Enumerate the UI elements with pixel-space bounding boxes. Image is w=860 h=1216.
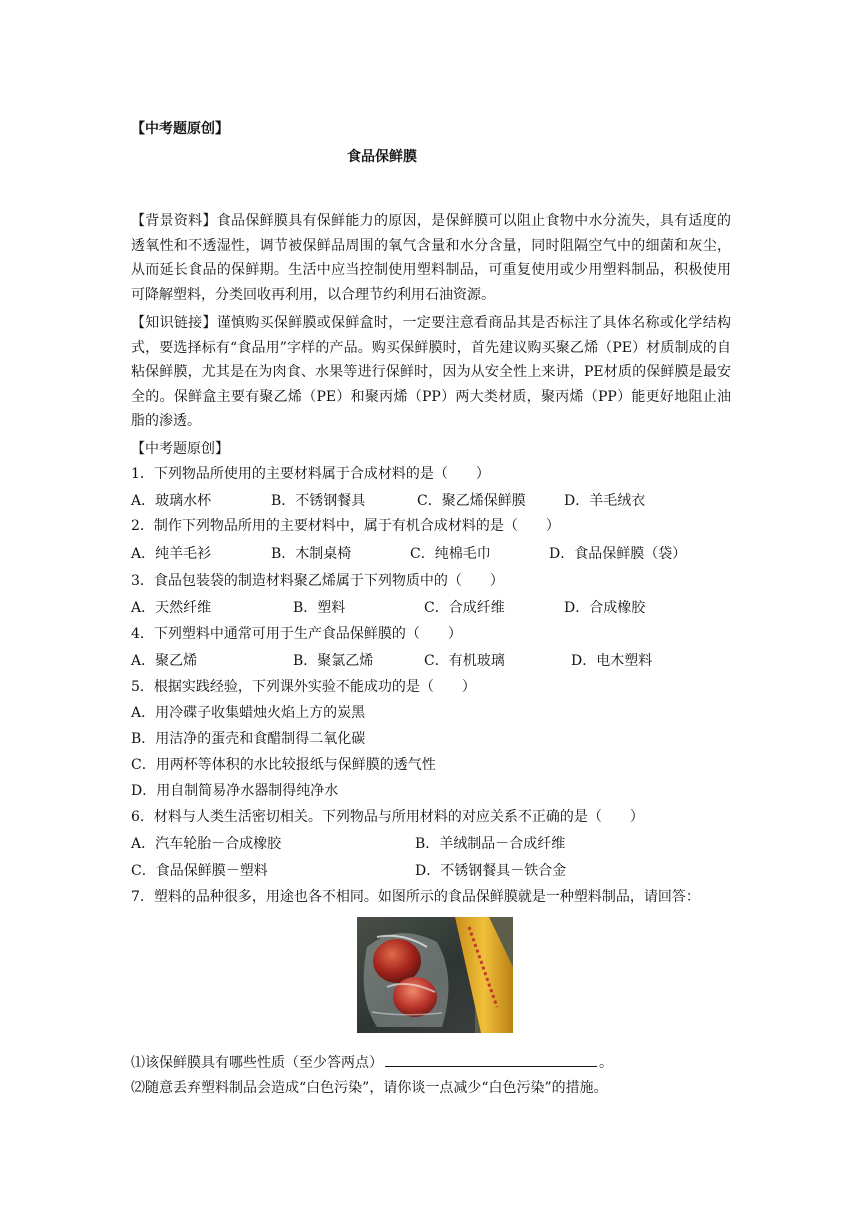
question-2-option-b: B．木制桌椅 xyxy=(271,546,352,562)
question-3-option-a: A．天然纤维 xyxy=(131,600,212,616)
question-5-option-d: D．用自制简易净水器制得纯净水 xyxy=(131,783,339,799)
question-3-option-d: D．合成橡胶 xyxy=(564,600,646,616)
question-6-option-a: A．汽车轮胎－合成橡胶 xyxy=(131,836,282,852)
answer-blank[interactable] xyxy=(385,1052,597,1067)
section-heading: 【中考题原创】 xyxy=(131,441,229,457)
question-1-option-a: A．玻璃水杯 xyxy=(131,493,212,509)
question-1-option-c: C．聚乙烯保鲜膜 xyxy=(417,493,526,509)
question-4-stem: 4．下列塑料中通常可用于生产食品保鲜膜的（ ） xyxy=(131,626,462,642)
question-2-option-c: C．纯棉毛巾 xyxy=(410,546,491,562)
question-7-sub-2: ⑵随意丢弃塑料制品会造成“白色污染”，请你谈一点减少“白色污染”的措施。 xyxy=(131,1080,608,1096)
question-2-stem: 2．制作下列物品所用的主要材料中，属于有机合成材料的是（ ） xyxy=(131,518,560,534)
question-2-option-d: D．食品保鲜膜（袋） xyxy=(549,546,687,562)
question-7-sub-1 xyxy=(131,1052,613,1072)
question-6-option-b: B．羊绒制品－合成纤维 xyxy=(415,836,566,852)
background-paragraph: 【背景资料】食品保鲜膜具有保鲜能力的原因，是保鲜膜可以阻止食物中水分流失，具有适度的透氧性和不透湿性，调节被保鲜品周围的氧气含量和水分含量，同时阻隔空气中的细菌和灰尘，从而延长食品的保鲜期。生活中应当控制使用塑料制品，可重复使用或少用塑料制品，积极使用可降解塑料，分类回收再利用，以合理节约利用石油资源。 xyxy=(131,213,731,303)
question-6-option-c: C．食品保鲜膜－塑料 xyxy=(131,863,268,879)
question-5-option-a: A．用冷碟子收集蜡烛火焰上方的炭黑 xyxy=(131,705,366,721)
question-4-option-d: D．电木塑料 xyxy=(571,653,653,669)
question-1-stem: 1．下列物品所使用的主要材料属于合成材料的是（ ） xyxy=(131,466,490,482)
question-5-option-c: C．用两杯等体积的水比较报纸与保鲜膜的透气性 xyxy=(131,757,436,773)
question-4-option-c: C．有机玻璃 xyxy=(424,653,505,669)
question-3-option-b: B．塑料 xyxy=(293,600,346,616)
question-6-option-d: D．不锈钢餐具－铁合金 xyxy=(415,863,567,879)
question-3-stem: 3．食品包装袋的制造材料聚乙烯属于下列物质中的（ ） xyxy=(131,573,504,589)
header-tag: 【中考题原创】 xyxy=(131,121,229,137)
knowledge-paragraph: 【知识链接】谨慎购买保鲜膜或保鲜盒时，一定要注意看商品其是否标注了具体名称或化学结构式，要选择标有“食品用”字样的产品。购买保鲜膜时，首先建议购买聚乙烯（PE）材质制成的自粘保鲜膜，尤其是在为肉食、水果等进行保鲜时，因为从安全性上来讲，PE材质的保鲜膜是最安全的。保鲜盒主要有聚乙烯（PE）和聚丙烯（PP）两大类材质，聚丙烯（PP）能更好地阻止油脂的渗透。 xyxy=(131,315,731,429)
question-5-option-b: B．用洁净的蛋壳和食醋制得二氧化碳 xyxy=(131,731,366,747)
apples-in-wrap-image xyxy=(357,917,513,1033)
question-4-option-b: B．聚氯乙烯 xyxy=(293,653,374,669)
question-1-option-b: B．不锈钢餐具 xyxy=(271,493,366,509)
question-7-sub-1-end: 。 xyxy=(599,1055,613,1071)
question-5-stem: 5．根据实践经验，下列课外实验不能成功的是（ ） xyxy=(131,679,476,695)
plastic-wrap-photo xyxy=(357,917,513,1033)
question-4-option-a: A．聚乙烯 xyxy=(131,653,198,669)
question-7-sub-1-text: ⑴该保鲜膜具有哪些性质（至少答两点） xyxy=(131,1055,383,1071)
question-6-stem: 6．材料与人类生活密切相关。下列物品与所用材料的对应关系不正确的是（ ） xyxy=(131,809,644,825)
question-7-stem: 7．塑料的品种很多，用途也各不相同。如图所示的食品保鲜膜就是一种塑料制品，请回答： xyxy=(131,889,700,905)
question-2-option-a: A．纯羊毛衫 xyxy=(131,546,212,562)
question-3-option-c: C．合成纤维 xyxy=(424,600,505,616)
page-title: 食品保鲜膜 xyxy=(347,149,417,165)
question-1-option-d: D．羊毛绒衣 xyxy=(564,493,646,509)
